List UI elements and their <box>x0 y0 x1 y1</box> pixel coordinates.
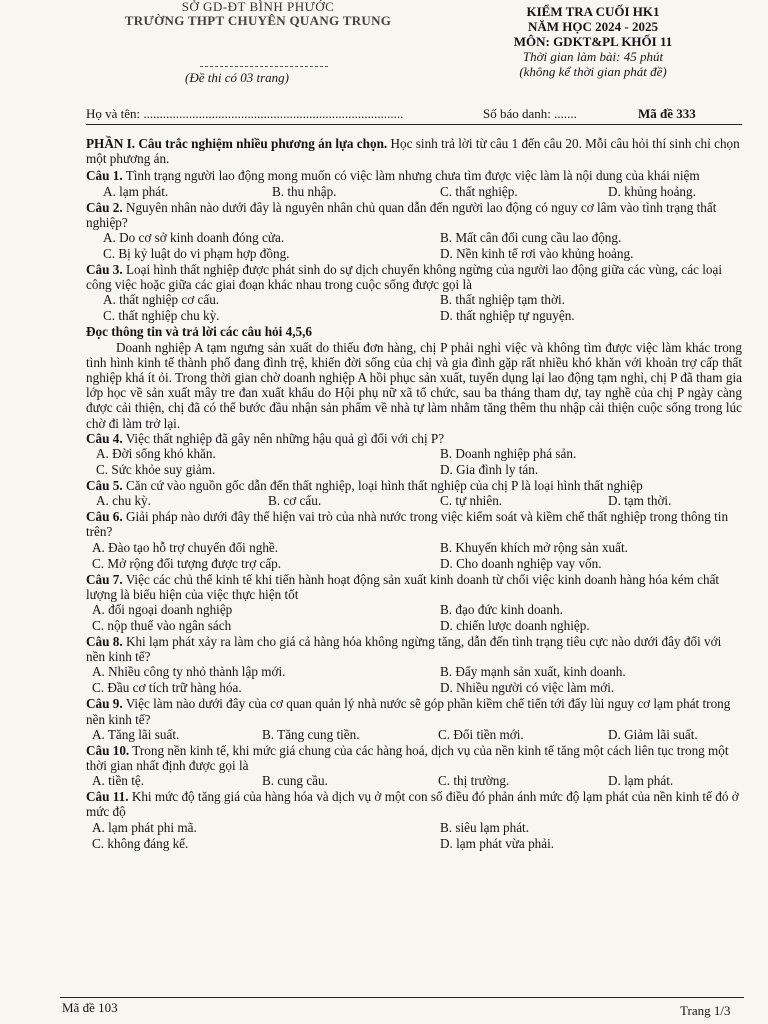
time-note: (không kể thời gian phát đề) <box>519 64 667 79</box>
id-group <box>483 106 577 122</box>
question-number: Câu 11. <box>86 789 129 805</box>
question-number: Câu 7. <box>86 571 123 587</box>
question-text: Khi lạm phát xảy ra làm cho giá cả hàng hóa không ngừng tăng, dẫn đến tình trạng tiêu cực nào dưới đây đối với nền kinh tế? <box>86 634 722 665</box>
options-row <box>86 230 742 246</box>
header-rule <box>86 124 742 125</box>
option-d[interactable]: D. Nền kinh tế rơi vào khủng hoảng. <box>440 246 634 262</box>
question-7 <box>86 572 742 602</box>
question-2 <box>86 200 742 230</box>
question-text: Loại hình thất nghiệp được phát sinh do sự dịch chuyển không ngừng của người lao động giữa các vùng, các loại công việc hoặc giữa các giai đoạn khác nhau trong cuộc sống được gọi là <box>86 262 723 293</box>
option-b[interactable]: B. Tăng cung tiền. <box>262 726 360 742</box>
option-c[interactable]: C. không đáng kể. <box>92 835 189 851</box>
name-label: Họ và tên: <box>86 106 141 121</box>
option-b[interactable]: B. Doanh nghiệp phá sản. <box>440 446 577 462</box>
options-row <box>86 462 742 478</box>
question-text: Tình trạng người lao động mong muốn có việc làm nhưng chưa tìm được việc làm là nội dung của khái niệm <box>122 168 700 184</box>
option-a[interactable]: A. Đào tạo hỗ trợ chuyển đổi nghề. <box>92 539 279 555</box>
option-a[interactable]: A. lạm phát phi mã. <box>92 819 197 835</box>
options-row <box>86 446 742 462</box>
question-6 <box>86 509 742 539</box>
question-number: Câu 1. <box>86 168 123 184</box>
option-d[interactable]: D. Giảm lãi suất. <box>608 726 698 742</box>
option-b[interactable]: B. Đẩy mạnh sản xuất, kinh doanh. <box>440 664 626 680</box>
question-text: Nguyên nhân nào dưới đây là nguyên nhân chủ quan dẫn đến người lao động có nguy cơ lâm vào tình trạng thất nghiệp? <box>86 199 717 230</box>
question-text: Căn cứ vào nguồn gốc dẫn đến thất nghiệp, loại hình thất nghiệp của chị P là loại hình thất nghiệp <box>122 478 643 494</box>
name-field[interactable]: ................................................................................ <box>143 106 404 121</box>
reading-title-text: Đọc thông tin và trả lời các câu hỏi 4,5,6 <box>86 324 312 340</box>
options-row <box>86 680 742 696</box>
time-limit: Thời gian làm bài: 45 phút <box>522 49 664 64</box>
header-left <box>78 0 438 28</box>
options-row <box>86 540 742 556</box>
options-row <box>86 773 742 789</box>
question-text: Giải pháp nào dưới đây thể hiện vai trò của nhà nước trong việc kiểm soát và kiềm chế thất nghiệp trong thông tin trên? <box>86 509 729 540</box>
question-number: Câu 10. <box>86 742 130 758</box>
question-number: Câu 8. <box>86 634 123 650</box>
options-row <box>86 618 742 634</box>
option-b[interactable]: B. thất nghiệp tạm thời. <box>440 292 565 308</box>
question-number: Câu 3. <box>86 262 123 278</box>
option-c[interactable]: C. Mở rộng đối tượng được trợ cấp. <box>92 555 282 571</box>
question-1 <box>86 168 742 183</box>
school-name: TRƯỜNG THPT CHUYÊN QUANG TRUNG <box>124 13 392 28</box>
student-info-line <box>86 106 741 122</box>
question-number: Câu 4. <box>86 430 123 446</box>
option-b[interactable]: B. siêu lạm phát. <box>440 819 530 835</box>
option-d[interactable]: D. lạm phát. <box>608 773 674 789</box>
option-c[interactable]: C. thất nghiệp chu kỳ. <box>103 308 220 324</box>
option-c[interactable]: C. Sức khỏe suy giảm. <box>96 462 216 478</box>
question-number: Câu 9. <box>86 696 123 712</box>
options-row <box>86 308 742 324</box>
option-b[interactable]: B. thu nhập. <box>272 183 337 199</box>
option-b[interactable]: B. Mất cân đối cung cầu lao động. <box>440 230 622 246</box>
option-c[interactable]: C. thất nghiệp. <box>440 183 518 199</box>
options-row <box>86 836 742 852</box>
options-row <box>86 292 742 308</box>
option-d[interactable]: D. Cho doanh nghiệp vay vốn. <box>440 555 602 571</box>
option-d[interactable]: D. Nhiều người có việc làm mới. <box>440 680 615 696</box>
section-intro <box>86 136 742 166</box>
option-a[interactable]: A. Nhiều công ty nhỏ thành lập mới. <box>92 664 286 680</box>
option-d[interactable]: D. tạm thời. <box>608 493 672 509</box>
option-c[interactable]: C. Đổi tiền mới. <box>438 726 524 742</box>
school-year: NĂM HỌC 2024 - 2025 <box>528 19 658 34</box>
questions-area <box>86 136 742 852</box>
options-row <box>86 246 742 262</box>
options-row <box>86 820 742 836</box>
option-c[interactable]: C. tự nhiên. <box>440 493 503 509</box>
option-b[interactable]: B. Khuyến khích mở rộng sản xuất. <box>440 539 628 555</box>
option-a[interactable]: A. chu kỳ. <box>96 493 151 509</box>
question-number: Câu 6. <box>86 509 123 525</box>
option-d[interactable]: D. chiến lược doanh nghiệp. <box>440 618 590 634</box>
section-instruction: Học sinh trả lời từ câu 1 đến câu 20. Mỗi câu hỏi thí sinh chỉ chọn một phương án. <box>86 136 740 167</box>
subject: MÔN: GDKT&PL KHỐI 11 <box>513 34 673 49</box>
question-number: Câu 5. <box>86 478 123 494</box>
options-row <box>86 184 742 200</box>
id-field[interactable]: ....... <box>554 106 577 121</box>
exam-title: KIỂM TRA CUỐI HK1 <box>526 4 660 19</box>
options-row <box>86 602 742 618</box>
question-text: Việc làm nào dưới đây của cơ quan quản lý nhà nước sẽ góp phần kiềm chế tiến tới đẩy lùi nguy cơ lạm phát trong nền kinh tế? <box>86 696 731 727</box>
option-d[interactable]: D. thất nghiệp tự nguyện. <box>440 308 575 324</box>
option-a[interactable]: A. Tăng lãi suất. <box>92 726 180 742</box>
header-divider <box>200 66 328 67</box>
question-4 <box>86 431 742 446</box>
footer-exam-code: Mã đề 103 <box>62 1000 118 1015</box>
option-a[interactable]: A. thất nghiệp cơ cấu. <box>103 292 220 308</box>
option-c[interactable]: C. Bị kỷ luật do vi phạm hợp đồng. <box>103 246 290 262</box>
department-name: SỞ GD-ĐT BÌNH PHƯỚC <box>181 0 335 14</box>
question-3 <box>86 262 742 292</box>
exam-code: Mã đề 333 <box>638 106 696 121</box>
section-title: PHẦN I. Câu trắc nghiệm nhiều phương án lựa chọn. <box>86 136 388 151</box>
options-row <box>86 664 742 680</box>
question-text: Việc các chủ thể kinh tế khi tiến hành hoạt động sản xuất kinh doanh từ chối việc kinh doanh hàng hóa kém chất lượng là biểu hiện của việc thực hiện tốt <box>86 571 720 602</box>
id-label: Số báo danh: <box>483 106 551 121</box>
option-d[interactable]: D. khủng hoảng. <box>608 183 696 199</box>
option-d[interactable]: D. lạm phát vừa phải. <box>440 835 555 851</box>
option-b[interactable]: B. cơ cấu. <box>268 493 322 509</box>
question-8 <box>86 634 742 664</box>
question-number: Câu 2. <box>86 199 123 215</box>
question-10 <box>86 743 742 773</box>
question-text: Việc thất nghiệp đã gây nên những hậu quả gì đối với chị P? <box>122 430 445 446</box>
option-a[interactable]: A. Đời sống khó khăn. <box>96 446 216 462</box>
option-b[interactable]: B. cung cầu. <box>262 773 328 789</box>
option-b[interactable]: B. đạo đức kinh doanh. <box>440 602 563 618</box>
option-c[interactable]: C. nộp thuế vào ngân sách <box>92 618 232 634</box>
pages-note: (Đề thi có 03 trang) <box>185 70 289 85</box>
footer-rule <box>60 997 744 998</box>
question-5 <box>86 478 742 493</box>
options-row <box>86 556 742 572</box>
question-9 <box>86 696 742 726</box>
question-text: Khi mức độ tăng giá của hàng hóa và dịch vụ ở một con số điều đó phản ánh mức độ lạm phát của nền kinh tế đó ở mức độ <box>86 789 739 820</box>
reading-passage: Doanh nghiệp A tạm ngưng sản xuất do thiếu đơn hàng, chị P phải nghỉ việc và không tìm được việc làm khác trong tình hình kinh tế thành phố đang đình trệ, khiến đời sống của chị và gia đình gặp rất nhiều khó khăn với khoản trợ cấp thất nghiệp khá ít ỏi. Trong thời gian chờ doanh nghiệp A hồi phục sản xuất, tuyển dụng lại lao động tạm nghỉ, chị P đã tham gia lớp học về sản xuất mây tre đan xuất khẩu do Hội phụ nữ xã tổ chức, sau ba tháng tham dự, tay nghề của chị P ngày càng được cải thiện, chị đã có thể bước đầu nhận sản phẩm về nhà tự làm nhằm tăng thêm thu nhập cải thiện cuộc sống trong lúc chờ đi làm trở lại. <box>86 339 742 431</box>
option-c[interactable]: C. thị trường. <box>438 773 510 789</box>
option-a[interactable]: A. Do cơ sở kinh doanh đóng cửa. <box>103 230 285 246</box>
option-a[interactable]: A. lạm phát. <box>103 183 169 199</box>
header-right <box>468 4 718 79</box>
options-row <box>86 727 742 743</box>
page-number: Trang 1/3 <box>680 1003 731 1018</box>
question-11 <box>86 789 742 819</box>
option-c[interactable]: C. Đầu cơ tích trữ hàng hóa. <box>92 680 242 696</box>
question-text: Trong nền kinh tế, khi mức giá chung của các hàng hoá, dịch vụ của nền kinh tế tăng một cách liên tục trong một thời gian nhất định được gọi là <box>86 742 729 774</box>
option-a[interactable]: A. tiền tệ. <box>92 773 145 789</box>
options-row <box>86 493 742 509</box>
option-d[interactable]: D. Gia đình ly tán. <box>440 462 539 478</box>
reading-title <box>86 324 742 339</box>
option-a[interactable]: A. đối ngoại doanh nghiệp <box>92 602 233 618</box>
